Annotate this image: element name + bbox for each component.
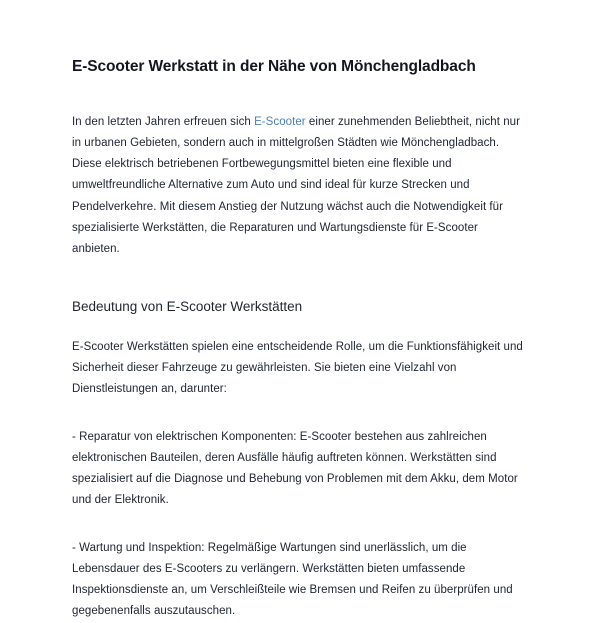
paragraph-services-intro: E-Scooter Werkstätten spielen eine entscheidende Rolle, um die Funktionsfähigkeit und Sicherheit dieser Fahrzeuge zu gewährleisten. Sie bieten eine Vielzahl von Dienstleistungen an, darunter: [72, 340, 523, 396]
e-scooter-link[interactable]: E-Scooter [254, 115, 306, 128]
intro-paragraph [72, 112, 528, 261]
paragraph-maintenance-inspection: - Wartung und Inspektion: Regelmäßige Wartungen sind unerlässlich, um die Lebensdauer des E-Scooters zu verlängern. Werkstätten bieten umfassende Inspektionsdienste an, um Verschleißteile wie Bremsen und Reifen zu überprüfen und gegebenenfalls auszutauschen. [72, 541, 513, 618]
section-heading: Bedeutung von E-Scooter Werkstätten [72, 298, 303, 314]
intro-text-after-link: einer zunehmenden Beliebtheit, nicht nur in urbanen Gebieten, sondern auch in mittelgroßen Städten wie Mönchengladbach. Diese elektrisch betriebenen Fortbewegungsmittel bieten eine flexible und umweltfreundliche Alternative zum Auto und sind ideal für kurze Strecken und Pendelverkehre. Mit diesem Anstieg der Nutzung wächst auch die Notwendigkeit für spezialisierte Werkstätten, die Reparaturen und Wartungsdienste für E-Scooter anbieten. [72, 115, 520, 256]
paragraph-electrical-repair: - Reparatur von elektrischen Komponenten: E-Scooter bestehen aus zahlreichen elektronischen Bauteilen, deren Ausfälle häufig auftreten können. Werkstätten sind spezialisiert auf die Diagnose und Behebung von Problemen mit dem Akku, dem Motor und der Elektronik. [72, 430, 518, 507]
page-title: E-Scooter Werkstatt in der Nähe von Mönchengladbach [72, 58, 476, 75]
intro-text-before-link: In den letzten Jahren erfreuen sich [72, 115, 255, 128]
